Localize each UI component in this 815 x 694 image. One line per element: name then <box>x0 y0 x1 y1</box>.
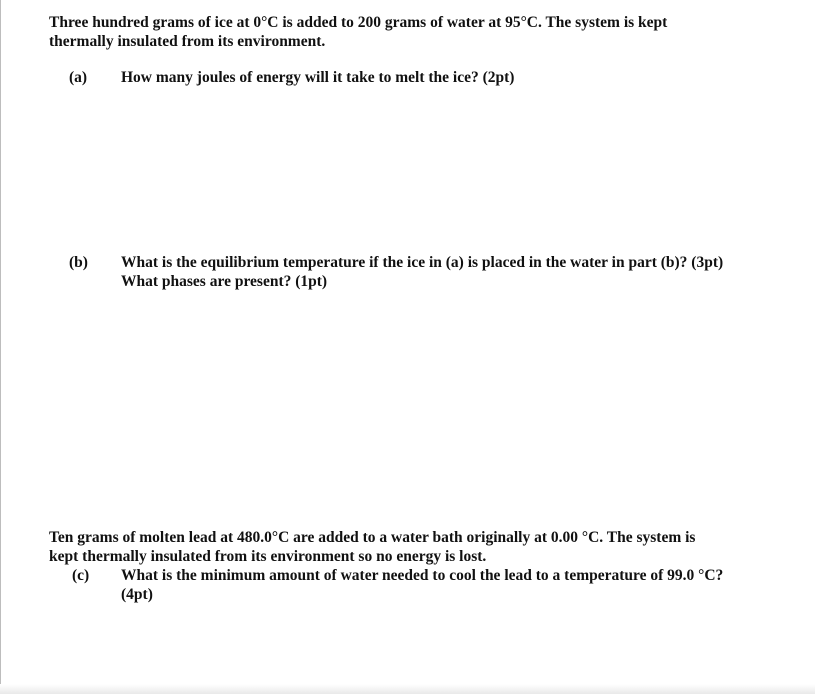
part-b-question-line-2: What phases are present? (1pt) <box>121 273 328 290</box>
part-a-question: How many joules of energy will it take to melt the ice? (2pt) <box>121 69 515 86</box>
problem-1-intro-line-2: thermally insulated from its environment. <box>49 33 326 50</box>
part-b-label: (b) <box>69 254 88 271</box>
page-bottom-shadow <box>0 684 815 694</box>
part-b-question-line-1: What is the equilibrium temperature if the ice in (a) is placed in the water in part (b)? (3pt) <box>121 254 724 271</box>
part-c-question-line-1: What is the minimum amount of water needed to cool the lead to a temperature of 99.0 °C? <box>121 567 724 584</box>
part-c-label: (c) <box>72 567 90 584</box>
problem-1-intro-line-1: Three hundred grams of ice at 0°C is added to 200 grams of water at 95°C. The system is kept <box>49 14 668 31</box>
page-left-edge <box>0 0 1 694</box>
part-a-label: (a) <box>69 69 88 86</box>
part-c-question-line-2: (4pt) <box>121 586 153 603</box>
problem-2-intro-line-2: kept thermally insulated from its environment so no energy is lost. <box>49 548 487 565</box>
problem-2-intro-line-1: Ten grams of molten lead at 480.0°C are added to a water bath originally at 0.00 °C. The system is <box>49 529 696 546</box>
